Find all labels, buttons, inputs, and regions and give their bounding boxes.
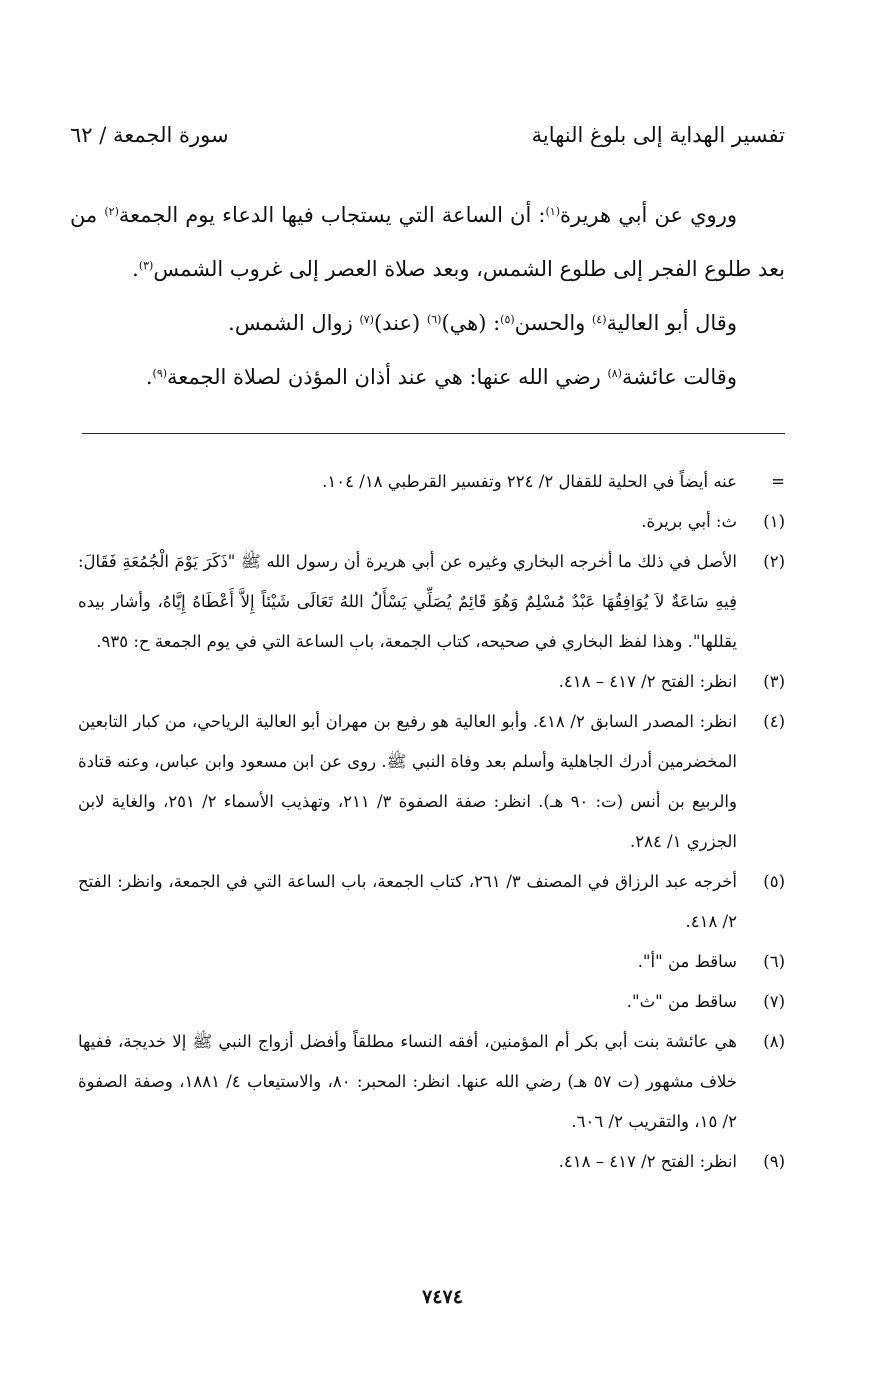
paragraph-abu-al-aliya: وقال أبو العالية$^{(٤)}$ والحسن$^{(٥)}$: (هي)$^{(٦)}$ (عند)$^{(٧)}$ زوال الشمس. [228,311,737,335]
footnote-ref: (٧) [359,313,374,326]
footnote-number: (٤) [763,712,785,731]
footnote-ref: (٢) [104,205,119,218]
footnote-number: (١) [763,512,785,531]
paragraph-abu-hurayra: وروي عن أبي هريرة$^{(١)}$: أن الساعة التي يستجاب فيها الدعاء يوم الجمعة$^{(٢)}$ من بعد طلوع الفجر إلى طلوع الشمس، وبعد صلاة العصر إلى غروب الشمس$^{(٣)}$. [70,203,785,281]
footnote-number: (٥) [763,872,785,891]
footnote-item [78,502,785,542]
footnote-item [78,542,785,662]
footnote-ref: (١) [545,205,560,218]
page-number: ٧٤٧٤ [422,1286,463,1308]
footnote-number: (٣) [763,672,785,691]
footnote-text: ساقط من "أ". [637,952,737,971]
footnote-text: انظر: المصدر السابق ٢/ ٤١٨. وأبو العالية هو رفيع بن مهران أبو العالية الرياحي، من كبار التابعين المخضرمين أدرك الجاهلية وأسلم بعد وفاة النبي ﷺ. روى عن ابن مسعود وابن عباس، وعنه قتادة والربيع بن أنس (ت: ٩٠ هـ). انظر: صفة الصفوة ٣/ ٢١١، وتهذيب الأسماء ٢/ ٢٥١، والغاية لابن الجزري ١/ ٢٨٤. [78,712,737,851]
footnote-number: = [771,472,785,491]
footnote-ref: (٤) [592,313,607,326]
footnote-text: انظر: الفتح ٢/ ٤١٧ – ٤١٨. [558,672,737,691]
footnote-item [78,862,785,942]
footnote-number: (٩) [763,1152,785,1171]
footnote-item [78,942,785,982]
footnote-item [78,662,785,702]
footnote-text: هي عائشة بنت أبي بكر أم المؤمنين، أفقه النساء مطلقاً وأفضل أزواج النبي ﷺ إلا خديجة، ففيها خلاف مشهور (ت ٥٧ هـ) رضي الله عنها. انظر: المحبر: ٨٠، والاستيعاب ٤/ ١٨٨١، وصفة الصفوة ٢/ ١٥، والتقريب ٢/ ٦٠٦. [78,1032,737,1131]
footnote-text: انظر: الفتح ٢/ ٤١٧ – ٤١٨. [558,1152,737,1171]
footnote-text: ساقط من "ث". [626,992,737,1011]
footnote-text: ث: أبي بريرة. [641,512,737,531]
footnote-text: عنه أيضاً في الحلية للقفال ٢/ ٢٢٤ وتفسير القرطبي ١٨/ ١٠٤. [322,472,737,491]
footnote-item [78,982,785,1022]
footnote-number: (٨) [763,1032,785,1051]
footnote-item [78,702,785,862]
footnote-ref: (٨) [607,367,622,380]
surah-page-label: سورة الجمعة / ٦٢ [70,123,229,147]
paragraph-aisha: وقالت عائشة$^{(٨)}$ رضي الله عنها: هي عند أذان المؤذن لصلاة الجمعة$^{(٩)}$. [145,365,737,389]
footnote-text: الأصل في ذلك ما أخرجه البخاري وغيره عن أبي هريرة أن رسول الله ﷺ "ذَكَرَ يَوْمَ الْجُمُعَةِ فَقَالَ: فِيهِ سَاعَةٌ لاَ يُوَافِقُهَا عَبْدٌ مُسْلِمٌ وَهُوَ قَائِمٌ يُصَلِّي يَسْأَلُ اللهُ تَعَالَى شَيْئاً إِلاَّ أَعْطَاهُ إِيَّاهُ، وأشار بيده يقللها". وهذا لفظ البخاري في صحيحه، كتاب الجمعة، باب الساعة التي في يوم الجمعة ح: ٩٣٥. [78,552,737,651]
main-text [70,188,785,404]
footnote-ref: (٩) [152,367,168,380]
running-header [70,118,785,152]
footnote-number: (٢) [763,552,785,571]
footnote-ref: (٣) [138,259,154,272]
book-title: تفسير الهداية إلى بلوغ النهاية [531,123,785,147]
footnote-number: (٧) [763,992,785,1011]
footnotes [78,462,785,1182]
footnote-item [78,462,785,502]
footnote-ref: (٦) [426,313,442,326]
footnote-item [78,1022,785,1142]
footnote-ref: (٥) [500,313,515,326]
footnote-separator [82,433,785,434]
footnote-text: أخرجه عبد الرزاق في المصنف ٣/ ٢٦١، كتاب الجمعة، باب الساعة التي في الجمعة، وانظر: الفتح ٢/ ٤١٨. [78,872,737,931]
footnote-number: (٦) [763,952,785,971]
footnote-item [78,1142,785,1182]
